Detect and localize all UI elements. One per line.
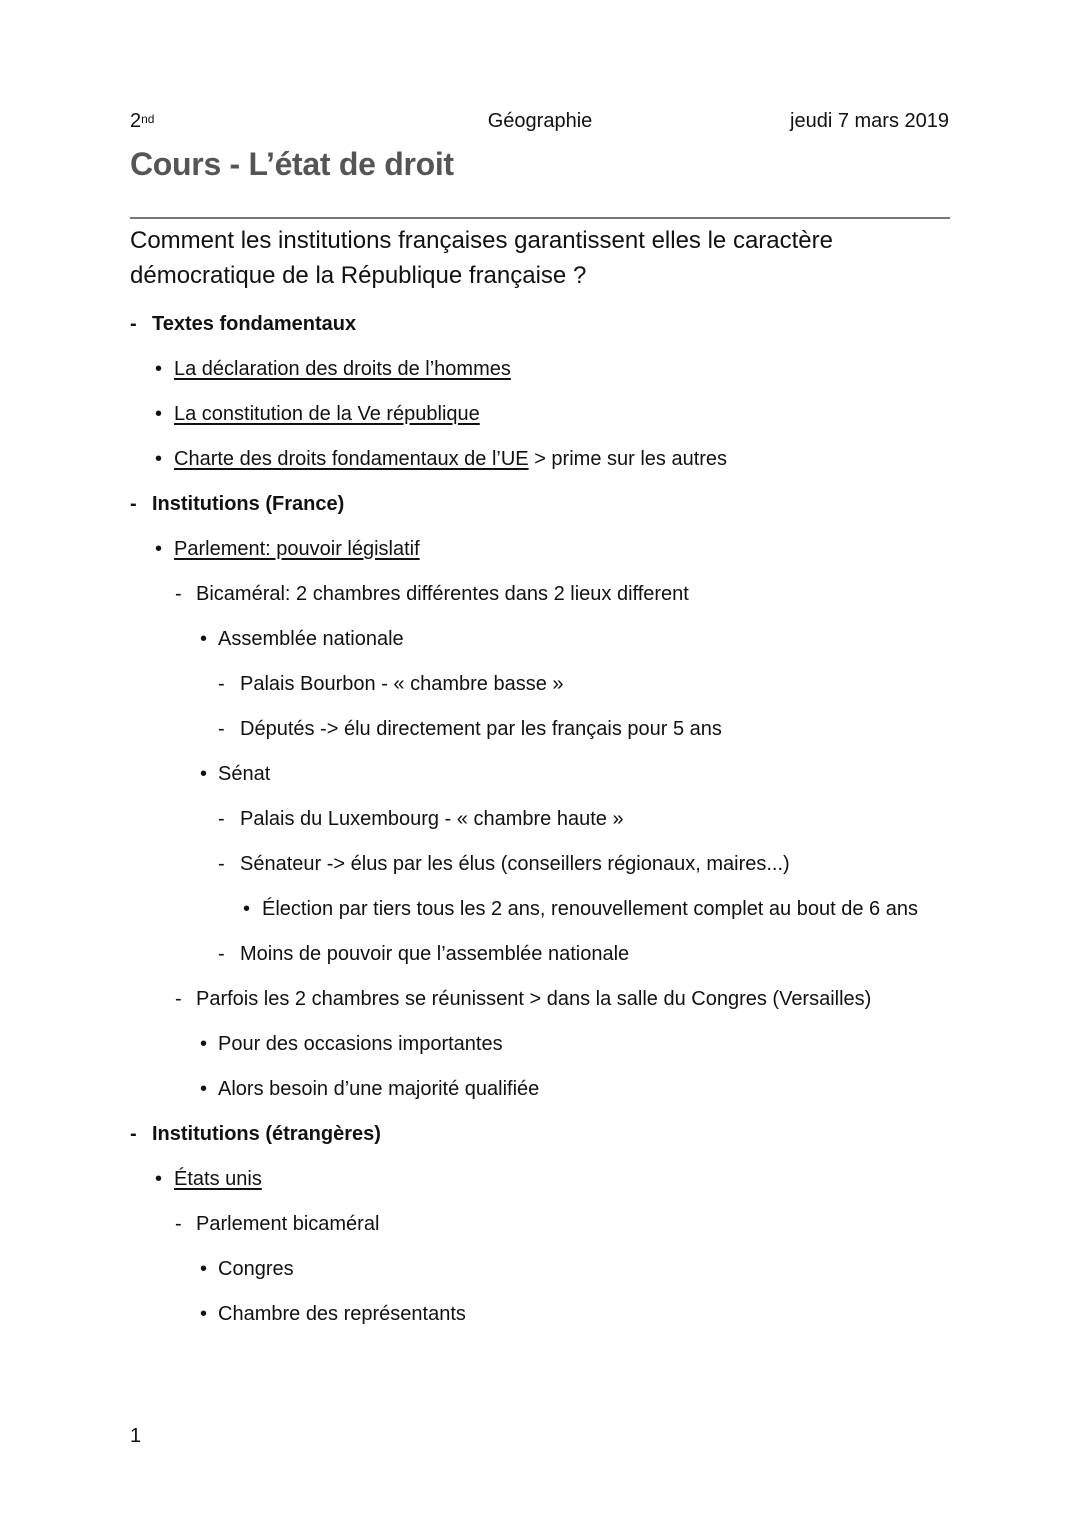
bullet-icon: •: [155, 1168, 163, 1190]
list-item: [0, 759, 950, 804]
page-number: 1: [130, 1425, 142, 1447]
list-item: [0, 534, 950, 579]
item-text: [218, 624, 950, 654]
item-text: [240, 849, 950, 879]
item-label: Charte des droits fondamentaux de l’UE: [174, 448, 529, 470]
item-label: Moins de pouvoir que l’assemblée nationale: [240, 943, 630, 965]
item-suffix: > prime sur les autres: [528, 448, 728, 470]
bullet-icon: •: [200, 1258, 208, 1280]
class-level-suffix: nd: [141, 112, 155, 126]
list-item: [0, 1164, 950, 1209]
outline-list: [0, 309, 1080, 1344]
item-text: [152, 309, 950, 339]
item-text: [174, 1164, 950, 1194]
item-label: Parfois les 2 chambres se réunissent > dans la salle du Congres (Versailles): [196, 988, 872, 1010]
list-item: [0, 984, 950, 1029]
item-text: [174, 399, 950, 429]
item-text: [196, 579, 950, 609]
subject: Géographie: [487, 110, 593, 132]
item-label: Pour des occasions importantes: [218, 1033, 503, 1055]
item-label: Députés -> élu directement par les français pour 5 ans: [240, 718, 722, 740]
item-label: Chambre des représentants: [218, 1303, 466, 1325]
item-text: [196, 984, 950, 1014]
list-item: [0, 804, 950, 849]
date: jeudi 7 mars 2019: [790, 110, 949, 132]
item-text: [240, 804, 950, 834]
list-item: [0, 894, 950, 939]
class-level-number: 2: [130, 110, 142, 132]
list-item: [0, 1029, 950, 1074]
bullet-icon: •: [155, 358, 163, 380]
item-label: États unis: [174, 1168, 262, 1190]
dash-icon: -: [130, 313, 137, 335]
item-text: [240, 669, 950, 699]
divider: [130, 217, 950, 219]
item-label: Parlement bicaméral: [196, 1213, 380, 1235]
item-text: [218, 1254, 950, 1284]
dash-icon: -: [218, 808, 225, 830]
bullet-icon: •: [155, 403, 163, 425]
dash-icon: -: [218, 943, 225, 965]
dash-icon: -: [175, 583, 182, 605]
dash-icon: -: [130, 1123, 137, 1145]
list-item: [0, 1074, 950, 1119]
item-label: Congres: [218, 1258, 294, 1280]
item-label: Parlement: pouvoir législatif: [174, 538, 420, 560]
list-item: [0, 399, 950, 444]
bullet-icon: •: [200, 1303, 208, 1325]
section-heading: [0, 1119, 950, 1164]
list-item: [0, 849, 950, 894]
section-heading: [0, 489, 950, 534]
bullet-icon: •: [200, 1033, 208, 1055]
dash-icon: -: [175, 1213, 182, 1235]
item-text: [240, 939, 950, 969]
item-text: [218, 1029, 950, 1059]
bullet-icon: •: [200, 763, 208, 785]
item-text: [196, 1209, 950, 1239]
list-item: [0, 939, 950, 984]
item-text: [174, 444, 950, 474]
list-item: [0, 1254, 950, 1299]
item-label: Alors besoin d’une majorité qualifiée: [218, 1078, 540, 1100]
item-label: La constitution de la Ve république: [174, 403, 480, 425]
item-label: Élection par tiers tous les 2 ans, renouvellement complet au bout de 6 ans: [262, 898, 918, 920]
list-item: [0, 1299, 950, 1344]
page-title: Cours - L’état de droit: [130, 146, 454, 182]
question: Comment les institutions françaises garantissent elles le caractère démocratique de la République française ?: [130, 227, 833, 289]
item-text: [174, 354, 950, 384]
item-text: [262, 894, 950, 924]
item-label: Assemblée nationale: [218, 628, 404, 650]
dash-icon: -: [175, 988, 182, 1010]
list-item: [0, 354, 950, 399]
item-label: Palais Bourbon - « chambre basse »: [240, 673, 564, 695]
item-text: [174, 534, 950, 564]
bullet-icon: •: [155, 538, 163, 560]
item-label: Bicaméral: 2 chambres différentes dans 2 lieux different: [196, 583, 689, 605]
item-label: Palais du Luxembourg - « chambre haute »: [240, 808, 624, 830]
bullet-icon: •: [243, 898, 251, 920]
item-label: Textes fondamentaux: [152, 313, 357, 335]
bullet-icon: •: [155, 448, 163, 470]
item-text: [218, 1299, 950, 1329]
bullet-icon: •: [200, 1078, 208, 1100]
dash-icon: -: [218, 853, 225, 875]
item-text: [218, 759, 950, 789]
dash-icon: -: [130, 493, 137, 515]
item-label: Institutions (étrangères): [152, 1123, 381, 1145]
item-label: Sénateur -> élus par les élus (conseillers régionaux, maires...): [240, 853, 790, 875]
list-item: [0, 669, 950, 714]
list-item: [0, 579, 950, 624]
item-label: Sénat: [218, 763, 271, 785]
list-item: [0, 624, 950, 669]
item-text: [152, 1119, 950, 1149]
dash-icon: -: [218, 673, 225, 695]
list-item: [0, 714, 950, 759]
item-text: [240, 714, 950, 744]
bullet-icon: •: [200, 628, 208, 650]
item-label: La déclaration des droits de l’hommes: [174, 358, 511, 380]
item-text: [218, 1074, 950, 1104]
dash-icon: -: [218, 718, 225, 740]
item-text: [152, 489, 950, 519]
section-heading: [0, 309, 950, 354]
list-item: [0, 1209, 950, 1254]
list-item: [0, 444, 950, 489]
item-label: Institutions (France): [152, 493, 345, 515]
